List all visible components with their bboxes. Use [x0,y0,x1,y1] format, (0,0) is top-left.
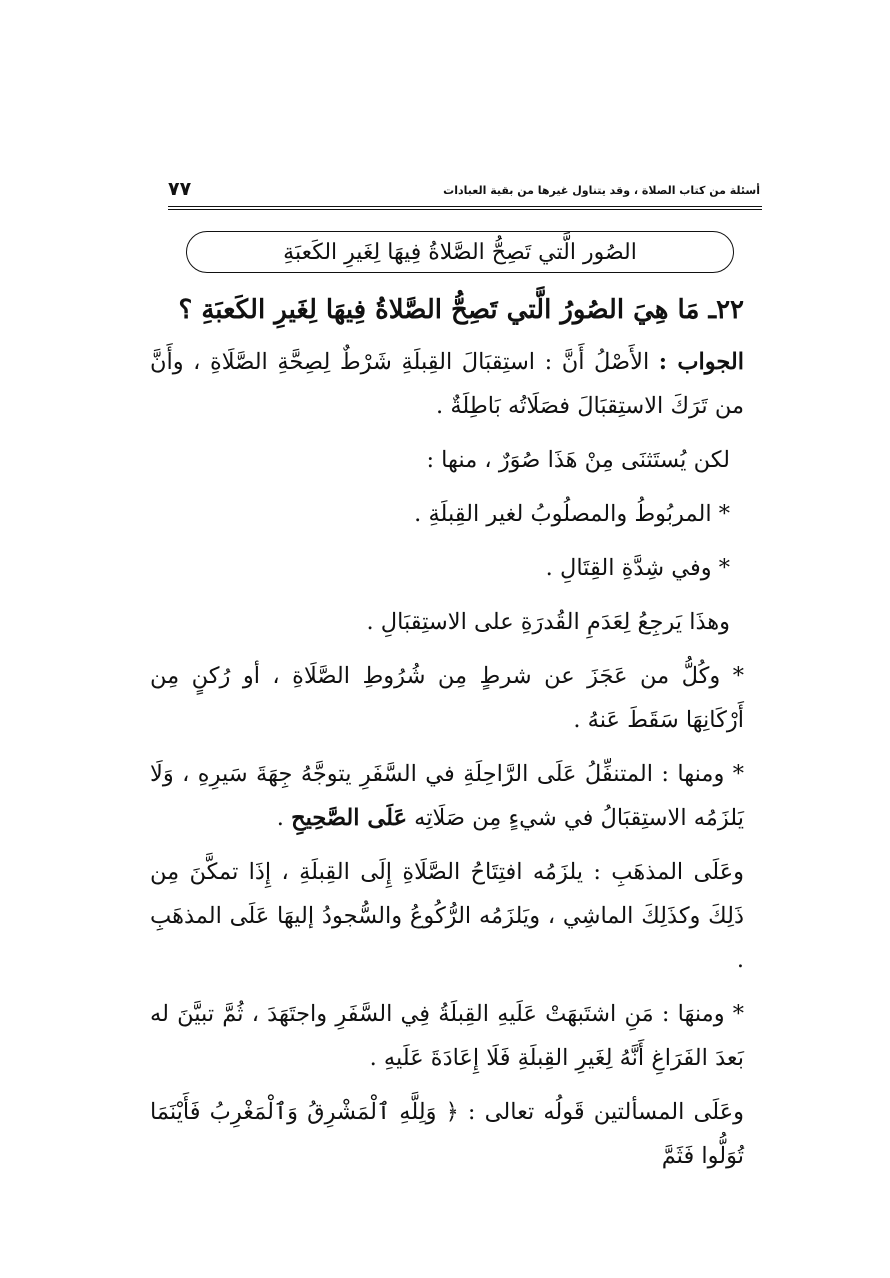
page-number: ٧٧ [168,178,192,200]
rider-text: * ومنها : المتنفِّلُ عَلَى الرَّاحِلَةِ في السَّفَرِ يتوجَّهُ جِهَةَ سَيرِهِ ، وَلَا يَلزَمُه الاستِقبَالُ في شيءٍ مِن صَلَاتِه [150,761,744,831]
running-header [168,176,760,204]
paragraph-inability: وهذَا يَرجِعُ لِعَدَمِ القُدرَةِ على الاستِقبَالِ . [366,609,730,635]
section-title: الصُور الَّتي تَصِحُّ الصَّلاةُ فِيهَا لِغَيرِ الكَعبَةِ [283,239,637,265]
section-title-box [186,231,734,273]
question-heading: ٢٢ـ مَا هِيَ الصُورُ الَّتي تَصِحُّ الصَّلاةُ فِيهَا لِغَيرِ الكَعبَةِ ؟ [178,295,744,325]
bullet-bound-person: * المربُوطُ والمصلُوبُ لغير القِبلَةِ . [414,501,730,527]
running-title: أسئلة من كتاب الصلاة ، وقد يتناول غيرها من بقية العبادات [443,184,760,197]
bullet-rider: * ومنها : المتنفِّلُ عَلَى الرَّاحِلَةِ في السَّفَرِ يتوجَّهُ جِهَةَ سَيرِهِ ، وَلَا يَلزَمُه الاستِقبَالُ في شيءٍ مِن صَلَاتِه عَلَى الصَّحِيحِ . [150,761,744,831]
answer-text: الأَصْلُ أَنَّ : استِقبَالَ القِبلَةِ شَرْطٌ لِصِحَّةِ الصَّلَاةِ ، وأَنَّ من تَرَكَ الاستِقبَالَ فصَلَاتُه بَاطِلَةٌ . [150,349,744,419]
page-body [150,290,744,1178]
bullet-uncertain-qibla: * ومنهَا : مَنِ اشتَبهَتْ عَلَيهِ القِبلَةُ فِي السَّفَرِ واجتَهَدَ ، ثُمَّ تبيَّنَ له بَعدَ الفَرَاغِ أَنَّهُ لِغَيرِ القِبلَةِ فَلَا إِعَادَةَ عَلَيهِ . [150,1001,744,1071]
paragraph-madhab: وعَلَى المذهَبِ : يلزَمُه افتِتَاحُ الصَّلَاةِ إِلَى القِبلَةِ ، إِذَا تمكَّنَ مِن ذَلِكَ وكذَلِكَ الماشِي ، ويَلزَمُه الرُّكُوعُ والسُّجودُ إليهَا عَلَى المذهَبِ . [150,859,744,973]
header-divider [168,206,762,210]
bullet-battle: * وفي شِدَّةِ القِتَالِ . [545,555,730,581]
answer-paragraph [150,340,744,428]
rider-bold-phrase: عَلَى الصَّحِيحِ [291,805,407,831]
bullet-incapable: * وكُلُّ من عَجَزَ عن شرطٍ مِن شُرُوطِ الصَّلَاةِ ، أو رُكنٍ مِن أَرْكَانِهَا سَقَطَ عَنهُ . [150,663,744,733]
paragraph-exceptions-intro: لكن يُستَثنَى مِنْ هَذَا صُوَرٌ ، منها : [426,447,730,473]
paragraph-quran-verse: وعَلَى المسألتين قَولُه تعالى : ﴿ وَلِلَّهِ ٱلْمَشْرِقُ وَٱلْمَغْرِبُ فَأَيْنَمَا تُوَلُّوا فَثَمَّ [150,1099,744,1169]
answer-label: الجواب : [658,349,745,375]
